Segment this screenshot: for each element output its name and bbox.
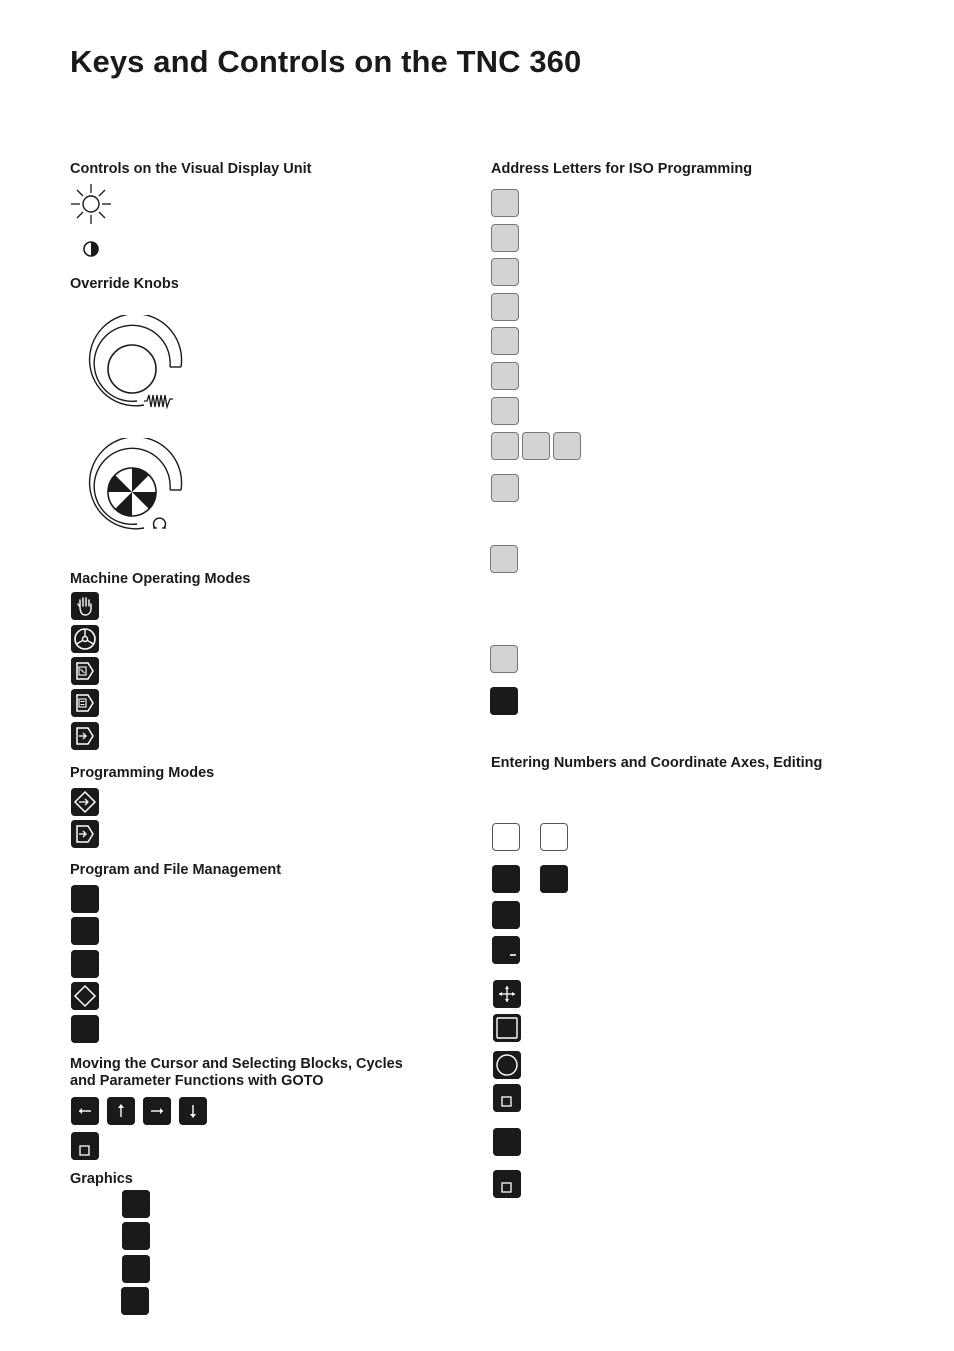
cursor-up-key[interactable]: [107, 1097, 135, 1125]
program-edit-icon: [71, 788, 99, 816]
diamond-icon: [71, 982, 99, 1010]
incremental-icon: [493, 1014, 521, 1042]
section-heading-vdu: Controls on the Visual Display Unit: [70, 161, 312, 177]
sun-icon[interactable]: [69, 182, 113, 226]
graphics-key-3[interactable]: [122, 1255, 150, 1283]
iso-key-8c[interactable]: [553, 432, 581, 460]
graphics-key-4[interactable]: [121, 1287, 149, 1315]
arrow-down-icon: [179, 1097, 207, 1125]
test-run-mode-key[interactable]: [71, 820, 99, 848]
q-parameter-key[interactable]: [493, 1084, 521, 1112]
actual-position-key[interactable]: [493, 980, 521, 1008]
iso-key-6[interactable]: [491, 362, 519, 390]
manual-mode-key[interactable]: [71, 592, 99, 620]
ext-key[interactable]: [71, 950, 99, 978]
page-title: Keys and Controls on the TNC 360: [70, 44, 582, 79]
arrow-up-icon: [107, 1097, 135, 1125]
iso-key-4[interactable]: [491, 293, 519, 321]
section-heading-cursor-line2: and Parameter Functions with GOTO: [70, 1073, 324, 1089]
iso-key-5[interactable]: [491, 327, 519, 355]
iso-key-8b[interactable]: [522, 432, 550, 460]
axis-key-1[interactable]: [492, 865, 520, 893]
spindle-override-knob-icon[interactable]: [82, 315, 194, 415]
mod-key[interactable]: [71, 982, 99, 1010]
arrow-right-icon: [143, 1097, 171, 1125]
arrow-left-icon: [71, 1097, 99, 1125]
number-key-2[interactable]: [540, 823, 568, 851]
test-run-icon: [71, 820, 99, 848]
positioning-icon: [71, 722, 99, 750]
section-heading-graphics: Graphics: [70, 1171, 133, 1187]
single-block-icon: [71, 657, 99, 685]
clear-program-key[interactable]: [71, 917, 99, 945]
iso-key-11[interactable]: [490, 645, 518, 673]
pgm-mgt-key[interactable]: [71, 885, 99, 913]
hand-icon: [71, 592, 99, 620]
feed-override-knob-icon[interactable]: [82, 438, 194, 538]
cursor-down-key[interactable]: [179, 1097, 207, 1125]
no-ent-key[interactable]: [493, 1170, 521, 1198]
iso-key-1[interactable]: [491, 189, 519, 217]
program-edit-mode-key[interactable]: [71, 788, 99, 816]
full-sequence-mode-key[interactable]: [71, 689, 99, 717]
polar-icon: [493, 1051, 521, 1079]
graphics-key-1[interactable]: [122, 1190, 150, 1218]
section-heading-programming-modes: Programming Modes: [70, 765, 215, 781]
actual-position-icon: [493, 980, 521, 1008]
goto-key[interactable]: [71, 1132, 99, 1160]
iso-key-10[interactable]: [490, 545, 518, 573]
section-heading-entering: Entering Numbers and Coordinate Axes, Editing: [491, 755, 823, 771]
handwheel-icon: [71, 625, 99, 653]
iso-key-8a[interactable]: [491, 432, 519, 460]
cursor-right-key[interactable]: [143, 1097, 171, 1125]
section-heading-iso: Address Letters for ISO Programming: [491, 161, 753, 177]
edit-key-1[interactable]: [492, 901, 520, 929]
handwheel-mode-key[interactable]: [71, 625, 99, 653]
iso-key-12[interactable]: [490, 687, 518, 715]
square-icon: [493, 1170, 521, 1198]
iso-key-7[interactable]: [491, 397, 519, 425]
section-heading-machine-modes: Machine Operating Modes: [70, 571, 251, 587]
iso-key-3[interactable]: [491, 258, 519, 286]
graphics-key-2[interactable]: [122, 1222, 150, 1250]
goto-icon: [71, 1132, 99, 1160]
section-heading-file-mgmt: Program and File Management: [70, 862, 282, 878]
minus-icon: [492, 936, 520, 964]
axis-key-2[interactable]: [540, 865, 568, 893]
section-heading-override: Override Knobs: [70, 276, 179, 292]
q-parameter-icon: [493, 1084, 521, 1112]
section-heading-cursor-line1: Moving the Cursor and Selecting Blocks, Cycles: [70, 1056, 403, 1072]
sign-key[interactable]: [492, 936, 520, 964]
iso-key-2[interactable]: [491, 224, 519, 252]
mp-key[interactable]: [71, 1015, 99, 1043]
iso-key-9[interactable]: [491, 474, 519, 502]
half-circle-icon[interactable]: [82, 240, 100, 258]
positioning-mode-key[interactable]: [71, 722, 99, 750]
ent-key[interactable]: [493, 1128, 521, 1156]
single-block-mode-key[interactable]: [71, 657, 99, 685]
full-sequence-icon: [71, 689, 99, 717]
incremental-key[interactable]: [493, 1014, 521, 1042]
polar-key[interactable]: [493, 1051, 521, 1079]
number-key-1[interactable]: [492, 823, 520, 851]
cursor-left-key[interactable]: [71, 1097, 99, 1125]
